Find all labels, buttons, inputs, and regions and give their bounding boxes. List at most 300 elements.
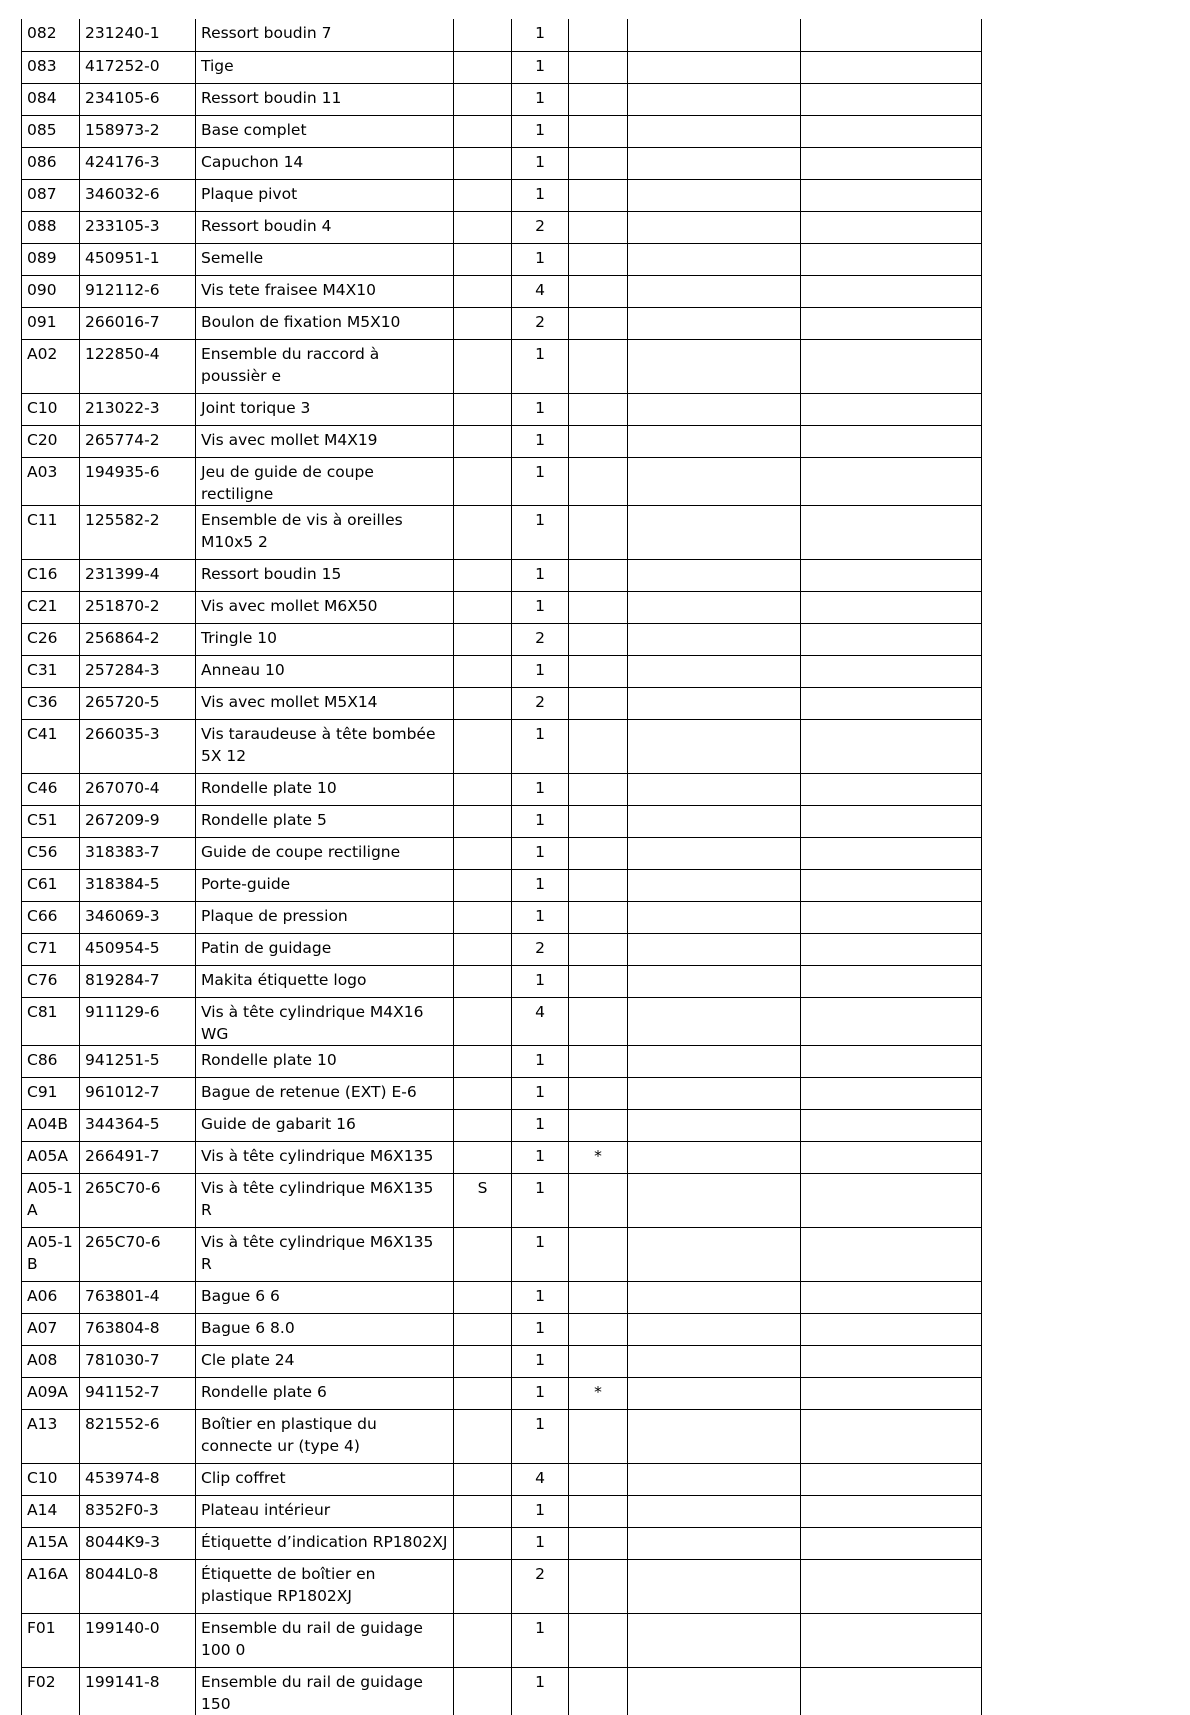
remarks-cell: [628, 1109, 801, 1141]
part-number-cell: C36: [22, 687, 80, 719]
remarks-cell: [628, 1077, 801, 1109]
table-row: [22, 965, 982, 997]
part-description-cell: Vis avec mollet M4X19: [196, 425, 454, 457]
table-row: [22, 339, 982, 393]
part-code-cell: 266016-7: [80, 307, 196, 339]
note-mark-cell: [569, 275, 628, 307]
option-mark-cell: [454, 837, 512, 869]
part-number-cell: A06: [22, 1281, 80, 1313]
option-mark-cell: [454, 1345, 512, 1377]
part-code-cell: 267070-4: [80, 773, 196, 805]
part-description-cell: Bague de retenue (EXT) E-6: [196, 1077, 454, 1109]
remarks-cell: [628, 275, 801, 307]
table-row: [22, 425, 982, 457]
part-code-cell: 8044K9-3: [80, 1527, 196, 1559]
table-row: [22, 655, 982, 687]
part-number-cell: C10: [22, 393, 80, 425]
part-code-cell: 213022-3: [80, 393, 196, 425]
remarks-cell: [628, 1613, 801, 1667]
extra-cell: [801, 1495, 982, 1527]
option-mark-cell: [454, 211, 512, 243]
part-description-cell: Vis à tête cylindrique M6X135: [196, 1141, 454, 1173]
table-row: [22, 115, 982, 147]
quantity-cell: 1: [512, 83, 569, 115]
remarks-cell: [628, 19, 801, 51]
part-description-cell: Vis avec mollet M5X14: [196, 687, 454, 719]
part-number-cell: C31: [22, 655, 80, 687]
note-mark-cell: [569, 457, 628, 505]
part-number-cell: 091: [22, 307, 80, 339]
part-number-cell: C51: [22, 805, 80, 837]
option-mark-cell: [454, 1613, 512, 1667]
part-description-cell: Jeu de guide de coupe rectiligne: [196, 457, 454, 505]
quantity-cell: 1: [512, 1613, 569, 1667]
option-mark-cell: [454, 307, 512, 339]
remarks-cell: [628, 687, 801, 719]
option-mark-cell: [454, 719, 512, 773]
option-mark-cell: [454, 51, 512, 83]
part-number-cell: C56: [22, 837, 80, 869]
part-code-cell: 346032-6: [80, 179, 196, 211]
option-mark-cell: [454, 505, 512, 559]
part-code-cell: 318384-5: [80, 869, 196, 901]
extra-cell: [801, 687, 982, 719]
note-mark-cell: [569, 1345, 628, 1377]
option-mark-cell: [454, 339, 512, 393]
table-row: [22, 243, 982, 275]
note-mark-cell: [569, 1109, 628, 1141]
part-description-cell: Guide de coupe rectiligne: [196, 837, 454, 869]
part-number-cell: A09A: [22, 1377, 80, 1409]
note-mark-cell: [569, 307, 628, 339]
option-mark-cell: [454, 591, 512, 623]
part-number-cell: A15A: [22, 1527, 80, 1559]
part-code-cell: 941152-7: [80, 1377, 196, 1409]
extra-cell: [801, 425, 982, 457]
note-mark-cell: [569, 1463, 628, 1495]
part-code-cell: 450954-5: [80, 933, 196, 965]
remarks-cell: [628, 1377, 801, 1409]
table-row: [22, 505, 982, 559]
table-row: [22, 393, 982, 425]
part-number-cell: 088: [22, 211, 80, 243]
part-code-cell: 344364-5: [80, 1109, 196, 1141]
part-code-cell: 265C70-6: [80, 1227, 196, 1281]
part-code-cell: 265774-2: [80, 425, 196, 457]
part-description-cell: Patin de guidage: [196, 933, 454, 965]
extra-cell: [801, 1409, 982, 1463]
note-mark-cell: [569, 773, 628, 805]
part-code-cell: 233105-3: [80, 211, 196, 243]
option-mark-cell: [454, 243, 512, 275]
table-row: [22, 623, 982, 655]
table-row: [22, 1281, 982, 1313]
extra-cell: [801, 1173, 982, 1227]
option-mark-cell: [454, 1281, 512, 1313]
table-row: [22, 211, 982, 243]
part-code-cell: 158973-2: [80, 115, 196, 147]
extra-cell: [801, 393, 982, 425]
option-mark-cell: [454, 1109, 512, 1141]
part-number-cell: 090: [22, 275, 80, 307]
extra-cell: [801, 1077, 982, 1109]
remarks-cell: [628, 965, 801, 997]
note-mark-cell: [569, 211, 628, 243]
part-number-cell: 084: [22, 83, 80, 115]
part-description-cell: Boîtier en plastique du connecte ur (type 4): [196, 1409, 454, 1463]
remarks-cell: [628, 869, 801, 901]
remarks-cell: [628, 1281, 801, 1313]
remarks-cell: [628, 1495, 801, 1527]
quantity-cell: 1: [512, 393, 569, 425]
quantity-cell: 1: [512, 457, 569, 505]
option-mark-cell: [454, 1409, 512, 1463]
quantity-cell: 1: [512, 1495, 569, 1527]
note-mark-cell: [569, 687, 628, 719]
note-mark-cell: [569, 1227, 628, 1281]
part-number-cell: F02: [22, 1667, 80, 1715]
part-number-cell: 083: [22, 51, 80, 83]
option-mark-cell: [454, 393, 512, 425]
option-mark-cell: [454, 965, 512, 997]
option-mark-cell: [454, 83, 512, 115]
part-description-cell: Ressort boudin 11: [196, 83, 454, 115]
quantity-cell: 1: [512, 655, 569, 687]
part-description-cell: Vis taraudeuse à tête bombée 5X 12: [196, 719, 454, 773]
quantity-cell: 2: [512, 687, 569, 719]
quantity-cell: 2: [512, 211, 569, 243]
remarks-cell: [628, 837, 801, 869]
remarks-cell: [628, 1313, 801, 1345]
part-description-cell: Rondelle plate 6: [196, 1377, 454, 1409]
part-number-cell: A14: [22, 1495, 80, 1527]
extra-cell: [801, 591, 982, 623]
note-mark-cell: [569, 19, 628, 51]
part-code-cell: 911129-6: [80, 997, 196, 1045]
option-mark-cell: [454, 1527, 512, 1559]
option-mark-cell: [454, 933, 512, 965]
option-mark-cell: [454, 1667, 512, 1715]
note-mark-cell: [569, 179, 628, 211]
part-number-cell: C86: [22, 1045, 80, 1077]
part-number-cell: C46: [22, 773, 80, 805]
option-mark-cell: [454, 1495, 512, 1527]
part-number-cell: 087: [22, 179, 80, 211]
note-mark-cell: [569, 1527, 628, 1559]
part-number-cell: C20: [22, 425, 80, 457]
table-row: [22, 805, 982, 837]
table-row: [22, 933, 982, 965]
remarks-cell: [628, 211, 801, 243]
option-mark-cell: [454, 1141, 512, 1173]
note-mark-cell: [569, 1495, 628, 1527]
part-description-cell: Rondelle plate 10: [196, 773, 454, 805]
part-number-cell: C10: [22, 1463, 80, 1495]
part-number-cell: A08: [22, 1345, 80, 1377]
note-mark-cell: [569, 425, 628, 457]
quantity-cell: 1: [512, 179, 569, 211]
remarks-cell: [628, 307, 801, 339]
part-number-cell: C16: [22, 559, 80, 591]
quantity-cell: 1: [512, 1045, 569, 1077]
remarks-cell: [628, 1527, 801, 1559]
part-code-cell: 231399-4: [80, 559, 196, 591]
part-code-cell: 265720-5: [80, 687, 196, 719]
extra-cell: [801, 115, 982, 147]
remarks-cell: [628, 51, 801, 83]
table-row: [22, 307, 982, 339]
part-number-cell: F01: [22, 1613, 80, 1667]
note-mark-cell: [569, 805, 628, 837]
table-row: [22, 773, 982, 805]
part-description-cell: Joint torique 3: [196, 393, 454, 425]
table-row: [22, 719, 982, 773]
part-code-cell: 231240-1: [80, 19, 196, 51]
part-code-cell: 763804-8: [80, 1313, 196, 1345]
option-mark-cell: [454, 1463, 512, 1495]
quantity-cell: 1: [512, 719, 569, 773]
option-mark-cell: [454, 559, 512, 591]
extra-cell: [801, 623, 982, 655]
part-code-cell: 266035-3: [80, 719, 196, 773]
option-mark-cell: [454, 425, 512, 457]
remarks-cell: [628, 83, 801, 115]
part-number-cell: A13: [22, 1409, 80, 1463]
part-number-cell: C26: [22, 623, 80, 655]
part-number-cell: A05-1 B: [22, 1227, 80, 1281]
part-code-cell: 199141-8: [80, 1667, 196, 1715]
part-number-cell: C66: [22, 901, 80, 933]
part-code-cell: 122850-4: [80, 339, 196, 393]
part-code-cell: 941251-5: [80, 1045, 196, 1077]
note-mark-cell: [569, 1313, 628, 1345]
table-row: [22, 1345, 982, 1377]
extra-cell: [801, 869, 982, 901]
extra-cell: [801, 1281, 982, 1313]
table-row: [22, 147, 982, 179]
part-description-cell: Tige: [196, 51, 454, 83]
table-row: [22, 1313, 982, 1345]
table-row: [22, 869, 982, 901]
option-mark-cell: [454, 1559, 512, 1613]
extra-cell: [801, 1463, 982, 1495]
quantity-cell: 1: [512, 1141, 569, 1173]
option-mark-cell: [454, 997, 512, 1045]
remarks-cell: [628, 425, 801, 457]
part-code-cell: 450951-1: [80, 243, 196, 275]
note-mark-cell: [569, 559, 628, 591]
part-code-cell: 821552-6: [80, 1409, 196, 1463]
extra-cell: [801, 19, 982, 51]
remarks-cell: [628, 1463, 801, 1495]
part-number-cell: A04B: [22, 1109, 80, 1141]
part-description-cell: Rondelle plate 5: [196, 805, 454, 837]
extra-cell: [801, 1613, 982, 1667]
table-row: [22, 19, 982, 51]
quantity-cell: 1: [512, 1377, 569, 1409]
table-row: [22, 1667, 982, 1715]
part-code-cell: 961012-7: [80, 1077, 196, 1109]
extra-cell: [801, 1109, 982, 1141]
part-number-cell: A05A: [22, 1141, 80, 1173]
table-row: [22, 179, 982, 211]
part-description-cell: Semelle: [196, 243, 454, 275]
note-mark-cell: [569, 147, 628, 179]
part-description-cell: Bague 6 6: [196, 1281, 454, 1313]
table-row: [22, 1527, 982, 1559]
note-mark-cell: [569, 51, 628, 83]
extra-cell: [801, 997, 982, 1045]
remarks-cell: [628, 773, 801, 805]
note-mark-cell: [569, 393, 628, 425]
extra-cell: [801, 965, 982, 997]
extra-cell: [801, 339, 982, 393]
part-description-cell: Ensemble du rail de guidage 100 0: [196, 1613, 454, 1667]
extra-cell: [801, 1141, 982, 1173]
table-row: [22, 457, 982, 505]
note-mark-cell: [569, 1613, 628, 1667]
note-mark-cell: *: [569, 1141, 628, 1173]
remarks-cell: [628, 559, 801, 591]
option-mark-cell: [454, 773, 512, 805]
note-mark-cell: [569, 591, 628, 623]
part-code-cell: 265C70-6: [80, 1173, 196, 1227]
part-number-cell: C91: [22, 1077, 80, 1109]
quantity-cell: 2: [512, 307, 569, 339]
table-row: [22, 1409, 982, 1463]
table-row: [22, 275, 982, 307]
part-description-cell: Vis à tête cylindrique M6X135 R: [196, 1173, 454, 1227]
note-mark-cell: [569, 933, 628, 965]
extra-cell: [801, 307, 982, 339]
part-number-cell: C76: [22, 965, 80, 997]
quantity-cell: 1: [512, 243, 569, 275]
option-mark-cell: [454, 19, 512, 51]
part-description-cell: Plateau intérieur: [196, 1495, 454, 1527]
part-code-cell: 251870-2: [80, 591, 196, 623]
remarks-cell: [628, 147, 801, 179]
part-description-cell: Vis à tête cylindrique M6X135 R: [196, 1227, 454, 1281]
remarks-cell: [628, 1409, 801, 1463]
part-description-cell: Anneau 10: [196, 655, 454, 687]
extra-cell: [801, 559, 982, 591]
part-description-cell: Cle plate 24: [196, 1345, 454, 1377]
quantity-cell: 1: [512, 425, 569, 457]
option-mark-cell: [454, 1077, 512, 1109]
extra-cell: [801, 243, 982, 275]
quantity-cell: 2: [512, 1559, 569, 1613]
extra-cell: [801, 933, 982, 965]
extra-cell: [801, 837, 982, 869]
quantity-cell: 2: [512, 933, 569, 965]
table-row: [22, 83, 982, 115]
extra-cell: [801, 83, 982, 115]
table-row: [22, 1463, 982, 1495]
part-description-cell: Vis à tête cylindrique M4X16 WG: [196, 997, 454, 1045]
option-mark-cell: [454, 179, 512, 211]
note-mark-cell: [569, 1173, 628, 1227]
quantity-cell: 1: [512, 19, 569, 51]
table-row: [22, 1377, 982, 1409]
note-mark-cell: [569, 1077, 628, 1109]
note-mark-cell: [569, 1667, 628, 1715]
part-description-cell: Ensemble du raccord à poussièr e: [196, 339, 454, 393]
quantity-cell: 4: [512, 997, 569, 1045]
note-mark-cell: [569, 623, 628, 655]
part-description-cell: Ressort boudin 4: [196, 211, 454, 243]
part-description-cell: Vis avec mollet M6X50: [196, 591, 454, 623]
part-description-cell: Ressort boudin 15: [196, 559, 454, 591]
part-description-cell: Capuchon 14: [196, 147, 454, 179]
extra-cell: [801, 457, 982, 505]
extra-cell: [801, 275, 982, 307]
part-description-cell: Porte-guide: [196, 869, 454, 901]
part-code-cell: 8044L0-8: [80, 1559, 196, 1613]
note-mark-cell: [569, 1409, 628, 1463]
quantity-cell: 1: [512, 339, 569, 393]
part-number-cell: A05-1 A: [22, 1173, 80, 1227]
part-code-cell: 257284-3: [80, 655, 196, 687]
part-number-cell: 089: [22, 243, 80, 275]
remarks-cell: [628, 393, 801, 425]
extra-cell: [801, 901, 982, 933]
remarks-cell: [628, 997, 801, 1045]
quantity-cell: 1: [512, 1313, 569, 1345]
part-code-cell: 8352F0-3: [80, 1495, 196, 1527]
remarks-cell: [628, 457, 801, 505]
option-mark-cell: [454, 655, 512, 687]
table-row: [22, 591, 982, 623]
part-code-cell: 453974-8: [80, 1463, 196, 1495]
part-number-cell: 085: [22, 115, 80, 147]
part-code-cell: 819284-7: [80, 965, 196, 997]
quantity-cell: 1: [512, 1667, 569, 1715]
extra-cell: [801, 1667, 982, 1715]
part-code-cell: 125582-2: [80, 505, 196, 559]
note-mark-cell: *: [569, 1377, 628, 1409]
option-mark-cell: [454, 1045, 512, 1077]
quantity-cell: 1: [512, 505, 569, 559]
option-mark-cell: [454, 1313, 512, 1345]
remarks-cell: [628, 1559, 801, 1613]
extra-cell: [801, 719, 982, 773]
remarks-cell: [628, 1227, 801, 1281]
table-row: [22, 51, 982, 83]
quantity-cell: 1: [512, 1109, 569, 1141]
quantity-cell: 1: [512, 1345, 569, 1377]
part-description-cell: Tringle 10: [196, 623, 454, 655]
remarks-cell: [628, 1667, 801, 1715]
part-number-cell: C61: [22, 869, 80, 901]
extra-cell: [801, 1527, 982, 1559]
note-mark-cell: [569, 339, 628, 393]
table-row: [22, 1559, 982, 1613]
part-code-cell: 266491-7: [80, 1141, 196, 1173]
remarks-cell: [628, 339, 801, 393]
part-number-cell: C11: [22, 505, 80, 559]
extra-cell: [801, 211, 982, 243]
remarks-cell: [628, 805, 801, 837]
extra-cell: [801, 655, 982, 687]
part-description-cell: Étiquette d’indication RP1802XJ: [196, 1527, 454, 1559]
quantity-cell: 1: [512, 591, 569, 623]
part-description-cell: Base complet: [196, 115, 454, 147]
extra-cell: [801, 505, 982, 559]
table-row: [22, 837, 982, 869]
table-row: [22, 1141, 982, 1173]
table-row: [22, 1613, 982, 1667]
remarks-cell: [628, 623, 801, 655]
